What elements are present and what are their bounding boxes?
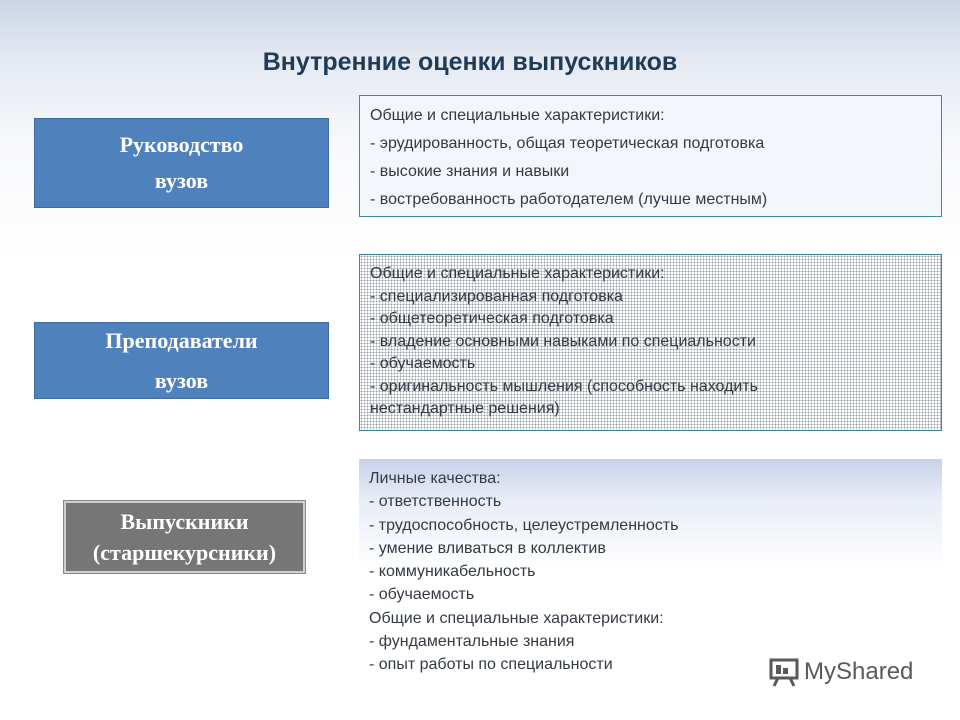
label-line: Выпускники bbox=[120, 509, 249, 534]
text-line: - ответственность bbox=[369, 493, 502, 511]
text-line: - владение основными навыками по специальности bbox=[370, 332, 756, 350]
text-line: - эрудированность, общая теоретическая подготовка bbox=[370, 135, 765, 152]
watermark bbox=[768, 656, 913, 688]
text-line: - специализированная подготовка bbox=[370, 287, 623, 305]
characteristics-box-teachers bbox=[359, 254, 942, 431]
text-line: Личные качества: bbox=[369, 470, 501, 487]
text-line: Общие и специальные характеристики: bbox=[369, 609, 664, 627]
text-line: - обучаемость bbox=[369, 586, 475, 604]
text-line: - востребованность работодателем (лучше местным) bbox=[370, 191, 768, 208]
characteristics-box-management bbox=[359, 95, 942, 217]
characteristics-box-graduates bbox=[359, 459, 942, 685]
presentation-board-icon bbox=[768, 656, 800, 688]
text-line: - опыт работы по специальности bbox=[369, 656, 613, 674]
label-university-management bbox=[34, 118, 329, 208]
label-line: Руководство bbox=[119, 132, 244, 157]
text-line: Общие и специальные характеристики: bbox=[370, 107, 665, 124]
label-university-teachers bbox=[34, 322, 329, 399]
watermark-text: MyShared bbox=[804, 658, 914, 685]
label-line: вузов bbox=[154, 168, 209, 193]
label-line: Преподаватели bbox=[105, 327, 258, 353]
text-line: - коммуникабельность bbox=[369, 563, 536, 581]
text-line: нестандартные решения) bbox=[370, 400, 560, 417]
text-line: - общетеоретическая подготовка bbox=[370, 310, 614, 327]
text-line: - трудоспособность, целеустремленность bbox=[369, 516, 679, 534]
text-line: - умение вливаться в коллектив bbox=[369, 539, 606, 557]
text-line: - высокие знания и навыки bbox=[370, 163, 570, 180]
page-title: Внутренние оценки выпускников bbox=[262, 48, 678, 76]
text-line: - обучаемость bbox=[370, 355, 476, 372]
label-line: (старшекурсники) bbox=[92, 540, 277, 565]
label-line: вузов bbox=[154, 367, 209, 393]
label-graduates bbox=[64, 501, 305, 573]
text-line: - фундаментальные знания bbox=[369, 633, 575, 651]
text-line: - оригинальность мышления (способность находить bbox=[370, 377, 758, 395]
text-line: Общие и специальные характеристики: bbox=[370, 265, 665, 282]
